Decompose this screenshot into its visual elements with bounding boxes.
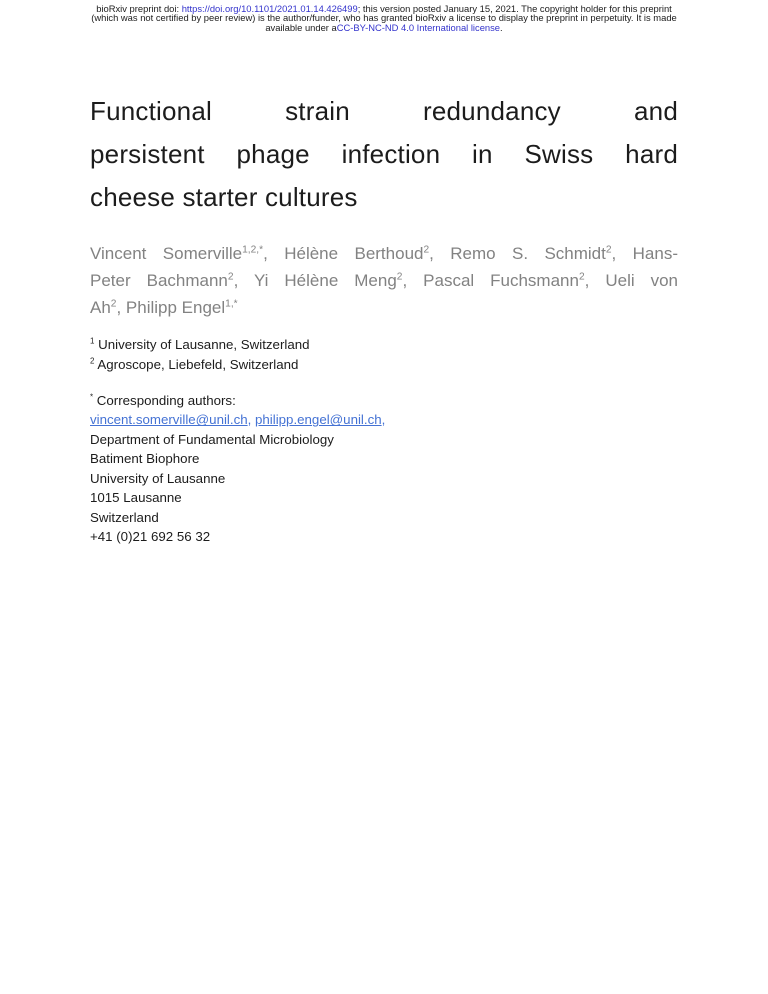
text-segment: University of Lausanne, Switzerland	[94, 336, 310, 352]
author-line-1	[90, 240, 678, 267]
affiliation-2	[90, 355, 678, 375]
banner-line-3	[0, 23, 768, 32]
city-line: 1015 Lausanne	[90, 490, 182, 506]
corresponding-authors-label	[90, 391, 678, 411]
text-segment: 2	[227, 271, 234, 283]
text-segment: 2	[90, 356, 95, 366]
text-segment: available under a	[265, 21, 337, 33]
text-segment: ,	[381, 412, 386, 428]
text-segment: .	[500, 21, 503, 33]
preprint-banner	[0, 0, 768, 32]
page-content	[0, 90, 768, 547]
license-link[interactable]: CC-BY-NC-ND 4.0 International license	[336, 21, 501, 33]
contact-block	[90, 391, 678, 547]
author-line-2	[90, 267, 678, 294]
text-segment: ; this version posted January 15, 2021. The copyright holder for this preprint	[357, 3, 672, 14]
text-segment: Peter Bachmann	[90, 270, 228, 290]
text-segment: , Yi Hélène Meng	[233, 270, 397, 290]
text-segment: 1,2,*	[242, 244, 264, 256]
doi-link[interactable]: https://doi.org/10.1101/2021.01.14.426499	[181, 3, 358, 14]
email-link-engel[interactable]: philipp.engel@unil.ch	[255, 412, 382, 428]
phone-line: +41 (0)21 692 56 32	[90, 529, 211, 545]
affiliations	[90, 335, 678, 375]
text-segment: , Ueli von	[584, 270, 679, 290]
text-segment: , Pascal Fuchsmann	[402, 270, 579, 290]
text-segment: , Hélène Berthoud	[263, 243, 424, 263]
text-segment: 2	[110, 298, 117, 310]
affiliation-1	[90, 335, 678, 355]
text-segment: 1	[90, 336, 95, 346]
text-segment: Agroscope, Liebefeld, Switzerland	[94, 356, 299, 372]
text-segment: 2	[396, 271, 403, 283]
text-segment: , Hans-	[611, 243, 678, 263]
text-segment: Corresponding authors:	[93, 392, 236, 408]
text-segment: Ah	[90, 297, 111, 317]
title-line-1: Functional strain redundancy and	[90, 95, 678, 126]
building-line: Batiment Biophore	[90, 451, 200, 467]
text-segment: 2	[605, 244, 612, 256]
author-list	[90, 240, 678, 321]
text-segment: , Philipp Engel	[116, 297, 226, 317]
text-segment: ,	[247, 412, 255, 428]
title-line-3: cheese starter cultures	[90, 181, 358, 212]
department-line: Department of Fundamental Microbiology	[90, 431, 334, 447]
country-line: Switzerland	[90, 509, 159, 525]
university-line: University of Lausanne	[90, 470, 226, 486]
email-link-somerville[interactable]: vincent.somerville@unil.ch	[90, 412, 248, 428]
author-line-3	[90, 294, 678, 321]
text-segment: *	[90, 392, 94, 402]
text-segment: (which was not certified by peer review) is the author/funder, who has granted bioRxiv a license to display the preprint in perpetuity. It is made	[91, 12, 677, 24]
text-segment: Vincent Somerville	[90, 243, 243, 263]
paper-title	[90, 90, 678, 219]
text-segment: , Remo S. Schmidt	[429, 243, 606, 263]
email-line	[90, 410, 678, 430]
text-segment: 2	[423, 244, 430, 256]
text-segment: 2	[578, 271, 585, 283]
text-segment: bioRxiv preprint doi:	[96, 3, 182, 14]
title-line-2: persistent phage infection in Swiss hard	[90, 138, 678, 169]
text-segment: 1,*	[225, 298, 238, 310]
